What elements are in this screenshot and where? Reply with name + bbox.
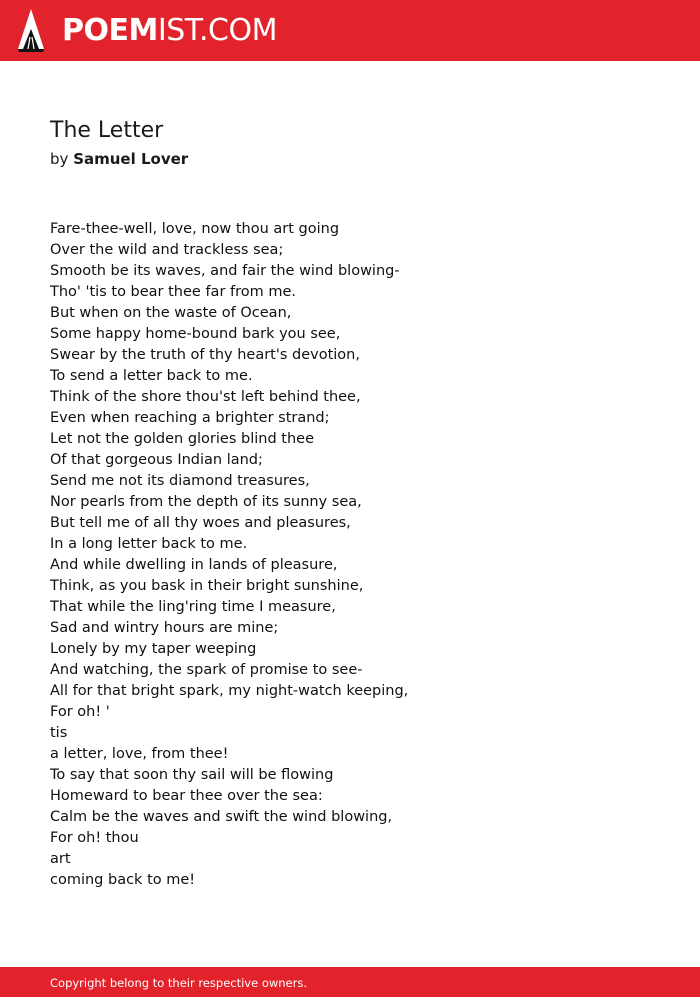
poem-line: Fare-thee-well, love, now thou art going [50, 221, 340, 237]
poem-line: Sad and wintry hours are mine; [50, 620, 279, 636]
poem-line: Of that gorgeous Indian land; [50, 452, 263, 468]
logo-light-text: IST.COM [157, 13, 277, 48]
poem-line: Think, as you bask in their bright sunshine, [50, 578, 364, 594]
poem-line: Smooth be its waves, and fair the wind blowing- [50, 263, 400, 279]
poem-line: For oh! thou [50, 830, 139, 846]
poem-line: Calm be the waves and swift the wind blowing, [50, 809, 393, 825]
poem-line: All for that bright spark, my night-watch keeping, [50, 683, 409, 699]
poem-line: Even when reaching a brighter strand; [50, 410, 330, 426]
poem-line: Let not the golden glories blind thee [50, 431, 314, 447]
poem-line: coming back to me! [50, 872, 196, 888]
poem-line: For oh! ' [50, 704, 110, 720]
poem-line: Send me not its diamond treasures, [50, 473, 310, 489]
copyright-notice: Copyright belong to their respective owners. [50, 976, 308, 990]
byline [50, 149, 188, 169]
poem-line: art [50, 851, 71, 867]
poem-line: And watching, the spark of promise to see- [50, 662, 363, 678]
poem-line: But when on the waste of Ocean, [50, 305, 292, 321]
poem-line: Homeward to bear thee over the sea: [50, 788, 323, 804]
poem-line: Swear by the truth of thy heart's devotion, [50, 347, 360, 363]
site-header [0, 0, 700, 61]
by-label: by [50, 150, 69, 168]
poem-title: The Letter [50, 118, 164, 143]
poem-line: That while the ling'ring time I measure, [50, 599, 336, 615]
poem-line: tis [50, 725, 68, 741]
poem-line: In a long letter back to me. [50, 536, 248, 552]
poem-line: Tho' 'tis to bear thee far from me. [50, 284, 297, 300]
poem-line: Over the wild and trackless sea; [50, 242, 284, 258]
poem-body [50, 219, 650, 891]
site-footer [0, 967, 700, 997]
poem-line: Nor pearls from the depth of its sunny sea, [50, 494, 362, 510]
logo-bold-text: POEM [62, 13, 158, 48]
poem-line: But tell me of all thy woes and pleasures, [50, 515, 351, 531]
poem-line: Some happy home-bound bark you see, [50, 326, 341, 342]
poem-line: To send a letter back to me. [50, 368, 253, 384]
pencil-icon [17, 9, 45, 53]
author-name: Samuel Lover [73, 150, 189, 168]
site-logo[interactable] [62, 13, 277, 49]
poem-line: And while dwelling in lands of pleasure, [50, 557, 338, 573]
poem-line: Lonely by my taper weeping [50, 641, 257, 657]
poem-line: a letter, love, from thee! [50, 746, 229, 762]
poem-line: Think of the shore thou'st left behind thee, [50, 389, 361, 405]
poem-line: To say that soon thy sail will be flowing [50, 767, 334, 783]
